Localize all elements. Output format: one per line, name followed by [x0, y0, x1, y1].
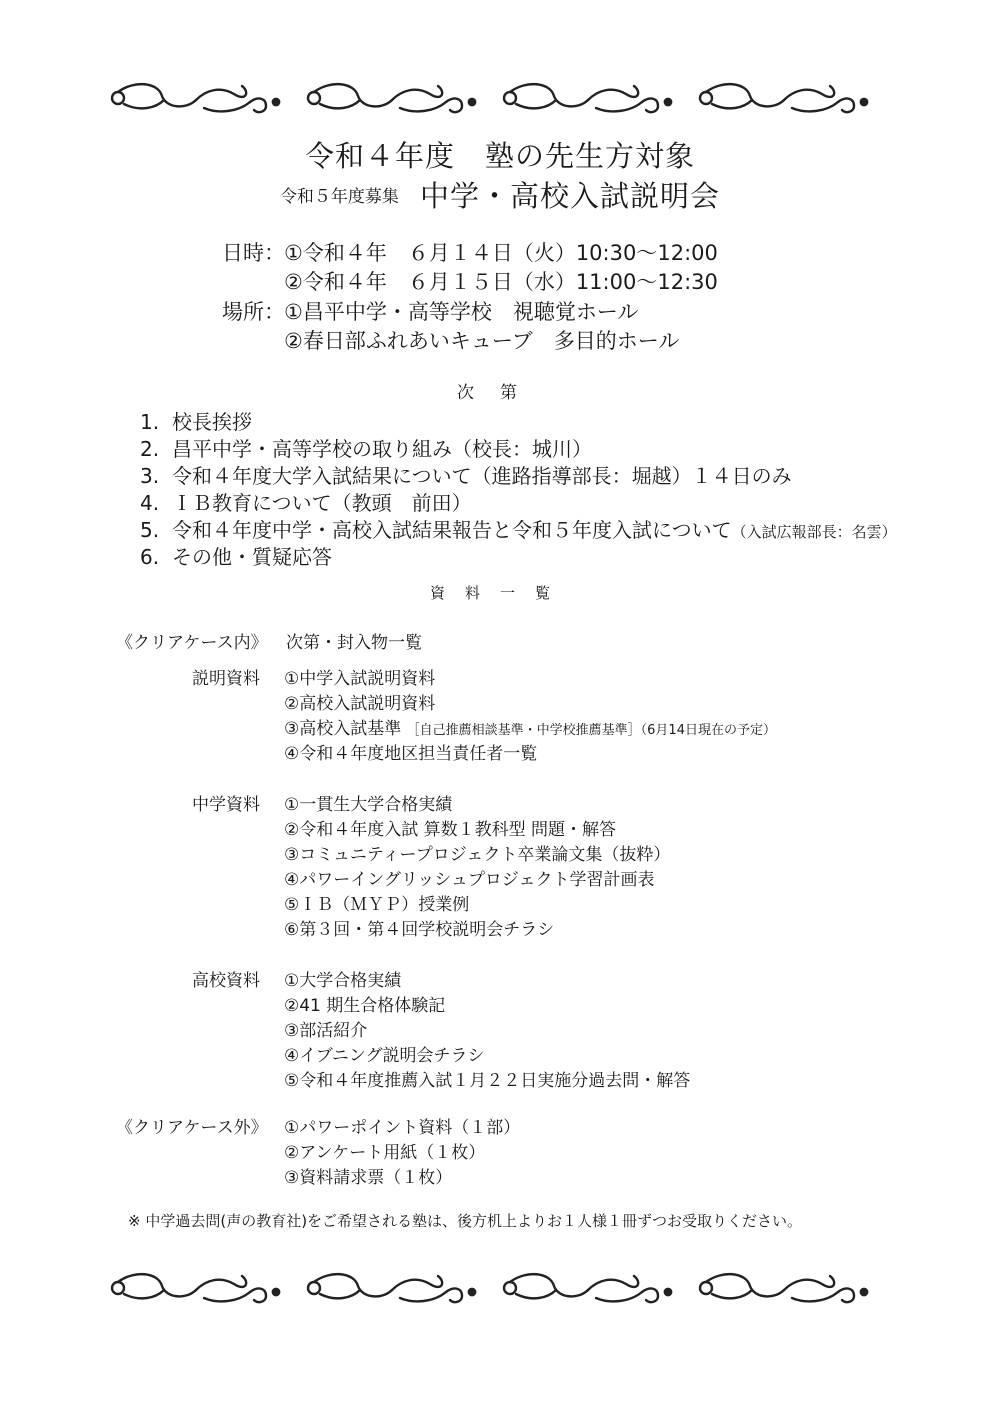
material-item: ①一貫生大学合格実績	[284, 795, 453, 815]
material-item: ①パワーポイント資料（１部）	[284, 1118, 521, 1138]
place-2: ②春日部ふれあいキューブ 多目的ホール	[284, 329, 680, 353]
agenda-text: 令和４年度中学・高校入試結果報告と令和５年度入試について	[172, 518, 732, 542]
material-item: ⑥第３回・第４回学校説明会チラシ	[284, 920, 555, 940]
material-item	[284, 714, 776, 739]
group-label: 説明資料	[192, 669, 260, 689]
agenda-item	[140, 541, 332, 570]
agenda-item	[140, 487, 472, 516]
agenda-text: 令和４年度大学入試結果について（進路指導部長：堀越）１４日のみ	[172, 464, 792, 488]
page-title: 令和４年度 塾の先生方対象	[304, 139, 695, 173]
date-1: ①令和４年 ６月１４日（火）10:30〜12:00	[284, 241, 718, 265]
outside-label: 《クリアケース外》	[116, 1118, 268, 1138]
agenda-item	[140, 460, 792, 489]
material-item: ⑤ＩＢ（ＭＹＰ）授業例	[284, 895, 470, 915]
scroll-ornament-icon	[100, 72, 900, 120]
agenda-item	[140, 406, 252, 435]
material-item: ③資料請求票（１枚）	[284, 1168, 453, 1188]
agenda-text: 昌平中学・高等学校の取り組み（校長：城川）	[172, 437, 592, 461]
agenda-number: 6.	[140, 545, 160, 569]
material-item: ①中学入試説明資料	[284, 669, 436, 689]
agenda-item	[140, 514, 897, 543]
date-label: 日時：	[222, 241, 285, 265]
agenda-item	[140, 433, 592, 462]
material-item: ④令和４年度地区担当責任者一覧	[284, 744, 538, 764]
material-item: ①大学合格実績	[284, 971, 402, 991]
scroll-ornament-icon	[100, 1262, 900, 1310]
materials-heading: 資料一覧	[429, 584, 570, 602]
material-item: ④イブニング説明会チラシ	[284, 1046, 485, 1066]
subtitle-prefix: 令和５年度募集	[279, 187, 399, 207]
place-1: ①昌平中学・高等学校 視聴覚ホール	[284, 300, 639, 324]
material-item-text: ③高校入試基準	[284, 719, 402, 739]
material-item: ④パワーイングリッシュプロジェクト学習計画表	[284, 870, 655, 890]
material-item: ②高校入試説明資料	[284, 694, 436, 714]
top-ornament-border	[100, 72, 900, 120]
place-label: 場所：	[222, 300, 285, 324]
page-subtitle	[0, 174, 1000, 215]
footnote: ※ 中学過去問(声の教育社)をご希望される塾は、後方机上よりお１人様１冊ずつお受取りください。	[128, 1212, 803, 1230]
agenda-number: 1.	[140, 410, 160, 434]
material-item: ③部活紹介	[284, 1021, 368, 1041]
agenda-note: （入試広報部長：名雲）	[731, 523, 897, 541]
agenda-number: 2.	[140, 437, 160, 461]
inside-title: 次第・封入物一覧	[286, 633, 422, 653]
agenda-text: ＩＢ教育について（教頭 前田）	[172, 491, 472, 515]
material-item: ②令和４年度入試 算数１教科型 問題・解答	[284, 820, 617, 840]
material-item-note: ［自己推薦相談基準・中学校推薦基準］（6月14日現在の予定）	[406, 723, 776, 738]
inside-label: 《クリアケース内》	[116, 633, 268, 653]
agenda-number: 4.	[140, 491, 160, 515]
agenda-number: 3.	[140, 464, 160, 488]
material-item: ⑤令和４年度推薦入試１月２２日実施分過去問・解答	[284, 1071, 691, 1091]
group-label: 中学資料	[192, 795, 260, 815]
material-item: ②41 期生合格体験記	[284, 996, 446, 1016]
bottom-ornament-border	[100, 1262, 900, 1310]
material-item: ③コミュニティープロジェクト卒業論文集（抜粋）	[284, 845, 671, 865]
agenda-heading: 次第	[457, 383, 543, 403]
agenda-text: その他・質疑応答	[172, 545, 332, 569]
agenda-text: 校長挨拶	[172, 410, 252, 434]
agenda-number: 5.	[140, 518, 160, 542]
group-label: 高校資料	[192, 971, 260, 991]
material-item: ②アンケート用紙（１枚）	[284, 1143, 486, 1163]
subtitle-main: 中学・高校入試説明会	[420, 179, 721, 213]
date-2: ②令和４年 ６月１５日（水）11:00〜12:30	[284, 270, 718, 294]
